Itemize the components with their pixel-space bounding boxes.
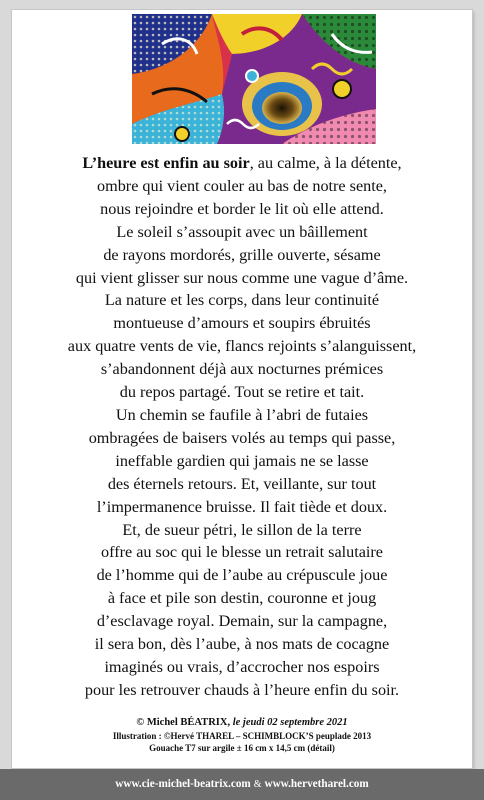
poem-line: l’impermanence bruisse. Il fait tiède et doux. <box>96 497 388 516</box>
poem-date: le jeudi 02 septembre 2021 <box>232 717 348 728</box>
poem-line: offre au soc qui le blesse un retrait salutaire <box>101 543 383 562</box>
footer-bar <box>0 769 484 800</box>
poem-line: La nature et les corps, dans leur continuité <box>104 291 380 310</box>
poem-line: pour les retrouver chauds à l’heure enfin du soir. <box>84 680 400 699</box>
footer-ampersand: & <box>253 779 262 790</box>
poem-line: nous rejoindre et border le lit où elle attend. <box>100 199 384 218</box>
poem-line: qui vient glisser sur nous comme une vague d’âme. <box>75 268 409 287</box>
poem-line: ombragées de baisers volés au temps qui passe, <box>88 428 396 447</box>
poem-line: d’esclavage royal. Demain, sur la campagne, <box>96 612 388 631</box>
poem-line: des éternels retours. Et, veillante, sur tout <box>107 474 377 493</box>
poem-line: Un chemin se faufile à l’abri de futaies <box>115 405 369 424</box>
poem-line: Le soleil s’assoupit avec un bâillement <box>116 222 368 241</box>
website-link-herve-tharel[interactable]: www.hervetharel.com <box>264 778 369 790</box>
poem-line: montueuse d’amours et soupirs ébruités <box>113 314 371 333</box>
poem-sheet <box>12 10 472 768</box>
poem-line: ineffable gardien qui jamais ne se lasse <box>115 451 369 470</box>
credits-block <box>12 716 472 754</box>
poem-text <box>12 152 472 702</box>
poem-line <box>12 152 472 175</box>
illustration-detail: Gouache T7 sur argile ± 16 cm x 14,5 cm (détail) <box>149 743 335 753</box>
illustration-image <box>132 14 376 144</box>
poem-line: Et, de sueur pétri, le sillon de la terre <box>122 520 362 539</box>
poem-line: du repos partagé. Tout se retire et tait. <box>119 383 365 402</box>
poem-first-line-rest: , au calme, à la détente, <box>249 154 402 172</box>
author-credit <box>12 716 472 730</box>
illustration-credit: Illustration : ©Hervé THAREL – SCHIMBLOCK’S peuplade 2013 <box>112 731 372 741</box>
poem-line: de l’homme qui de l’aube au crépuscule joue <box>96 566 388 585</box>
poem-line: s’abandonnent déjà aux nocturnes prémices <box>100 360 384 379</box>
colorful-abstract-painting-image <box>132 14 376 144</box>
poem-line: aux quatre vents de vie, flancs rejoints s’alanguissent, <box>67 337 417 356</box>
website-link-michel-beatrix[interactable]: www.cie-michel-beatrix.com <box>115 778 251 790</box>
poem-line: il sera bon, dès l’aube, à nos mats de cocagne <box>94 635 390 654</box>
poem-line: ombre qui vient couler au bas de notre sente, <box>97 176 387 195</box>
poem-opening-phrase: L’heure est enfin au soir <box>82 154 250 172</box>
poem-line: imaginés ou vrais, d’accrocher nos espoirs <box>104 657 380 676</box>
author-name: © Michel BÉATRIX, <box>136 717 233 728</box>
poem-line: de rayons mordorés, grille ouverte, sésame <box>103 245 381 264</box>
poem-line: à face et pile son destin, couronne et joug <box>107 589 377 608</box>
